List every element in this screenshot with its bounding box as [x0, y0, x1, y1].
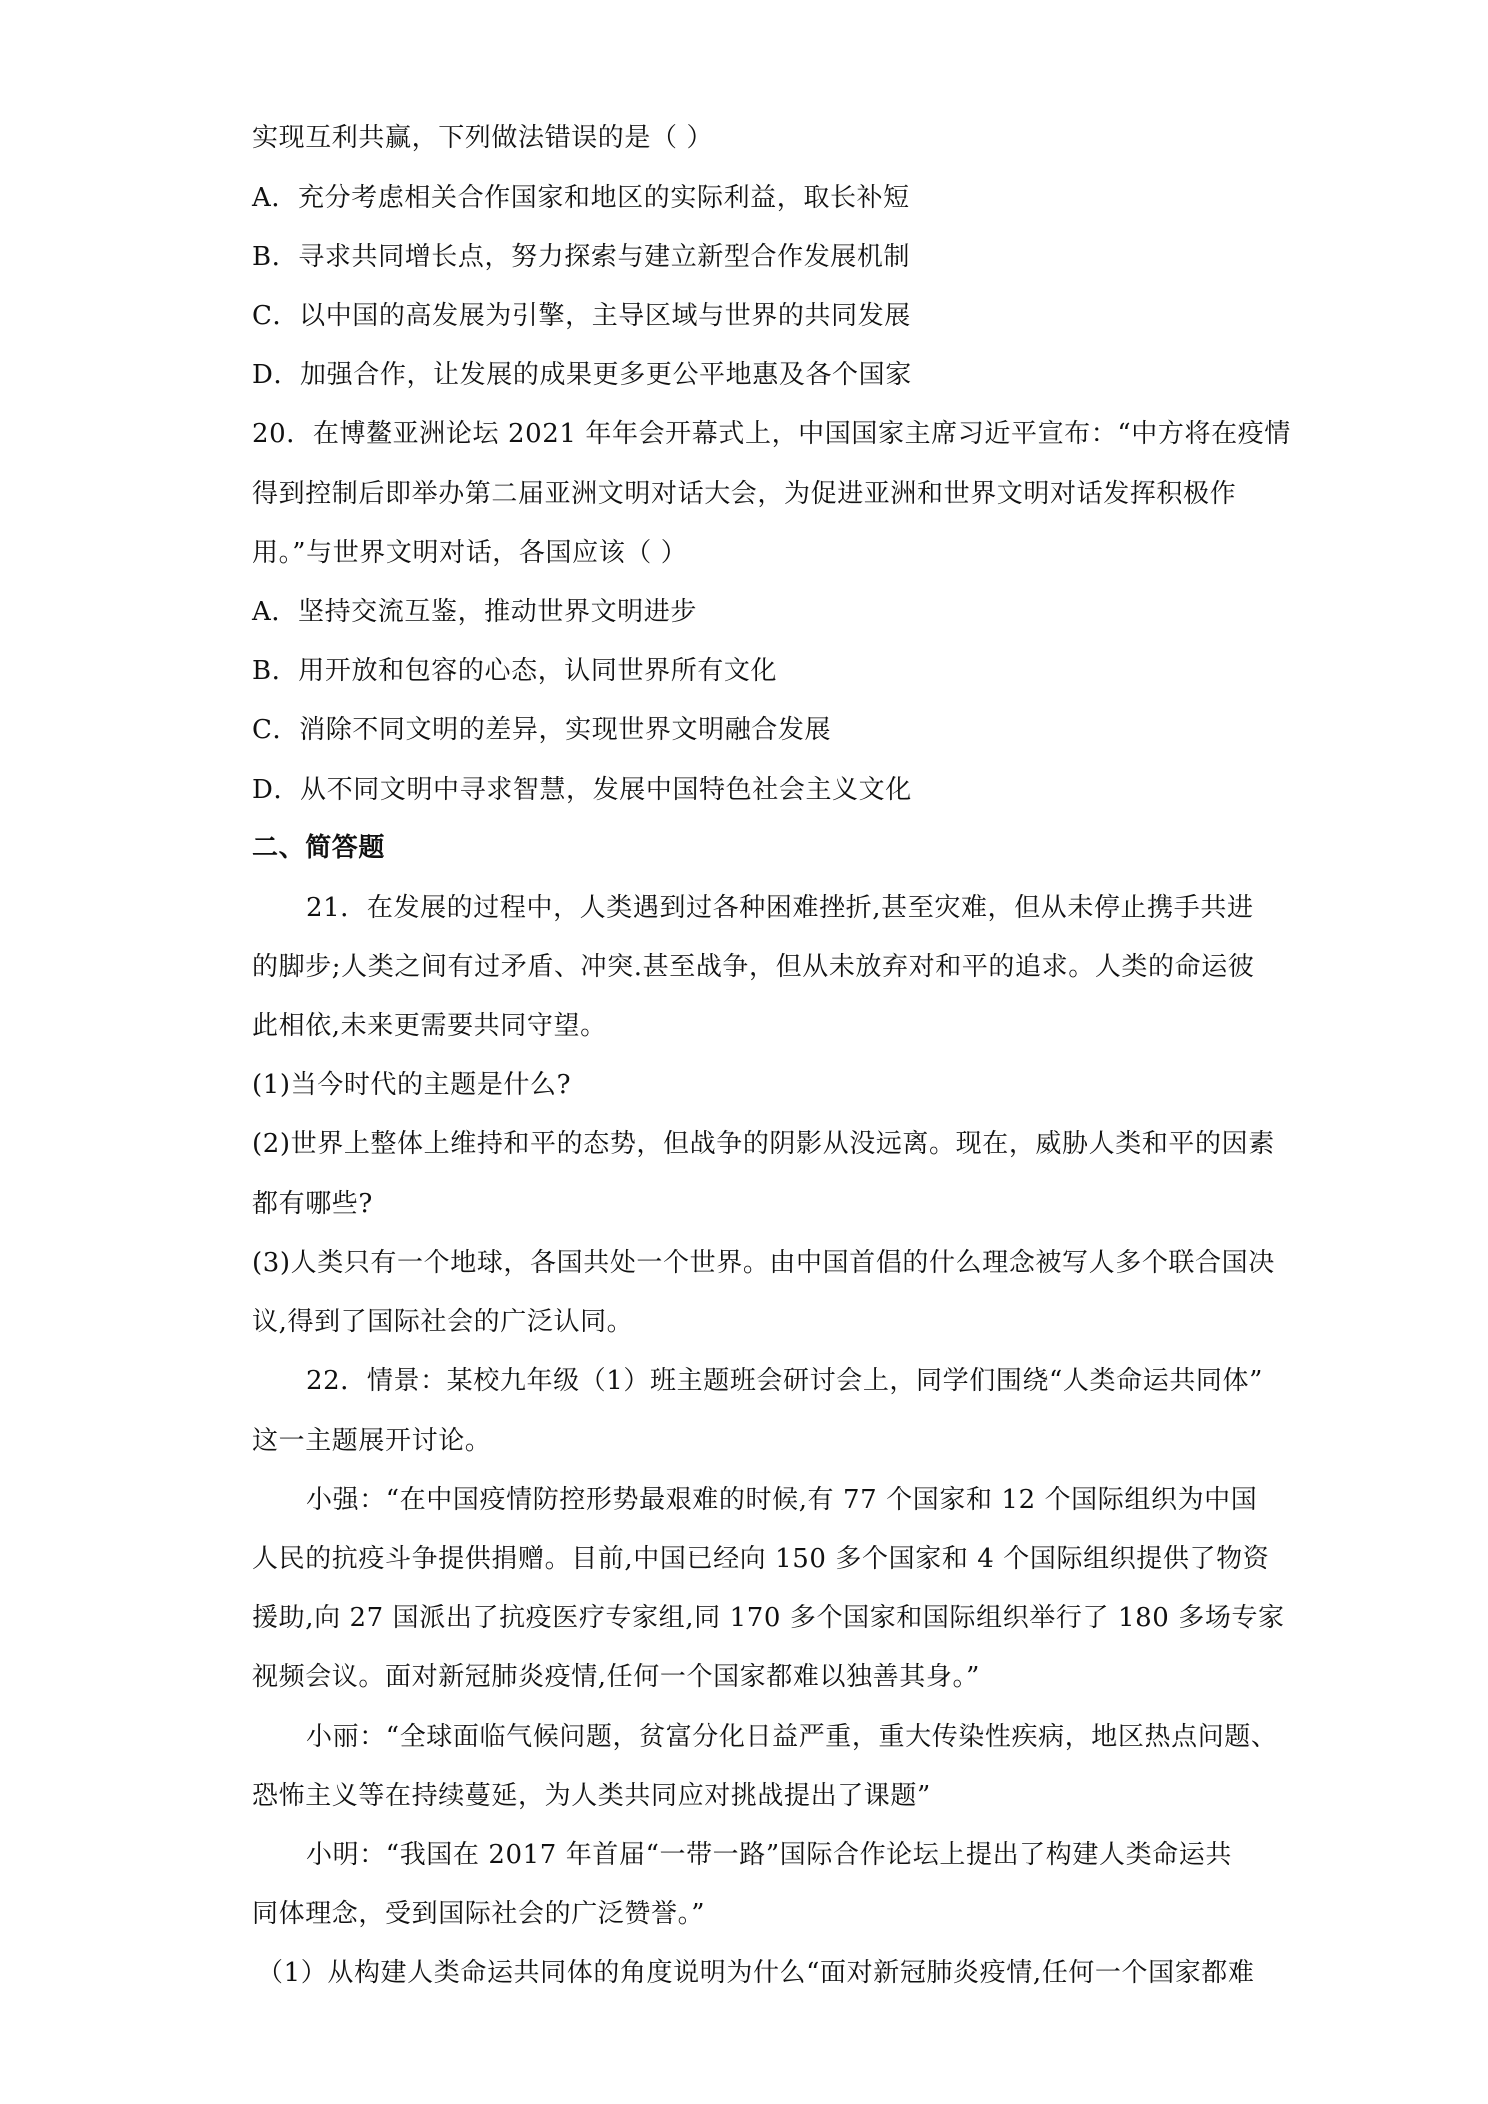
q22-stem-line-2: 这一主题展开讨论。	[252, 1426, 492, 1456]
q19-option-c: C．以中国的高发展为引擎，主导区域与世界的共同发展	[252, 301, 911, 331]
q20-stem-line-1: 20．在博鳌亚洲论坛 2021 年年会开幕式上，中国国家主席习近平宣布：“中方将在疫情	[252, 419, 1291, 449]
q21-sub-2-line-1: (2)世界上整体上维持和平的态势，但战争的阴影从没远离。现在，威胁人类和平的因素	[252, 1129, 1275, 1159]
q21-stem-line-1: 21．在发展的过程中，人类遇到过各种困难挫折,甚至灾难，但从未停止携手共进	[306, 893, 1254, 923]
section-heading: 二、简答题	[252, 833, 386, 863]
q21-sub-3-line-1: (3)人类只有一个地球，各国共处一个世界。由中国首倡的什么理念被写人多个联合国决	[252, 1248, 1275, 1278]
q21-sub-2-line-2: 都有哪些?	[252, 1189, 373, 1219]
q22-xiaoming-line-1: 小明：“我国在 2017 年首届“一带一路”国际合作论坛上提出了构建人类命运共	[306, 1840, 1232, 1870]
q22-xiaoli-line-2: 恐怖主义等在持续蔓延，为人类共同应对挑战提出了课题”	[252, 1781, 931, 1811]
q22-stem-line-1: 22．情景：某校九年级（1）班主题班会研讨会上，同学们围绕“人类命运共同体”	[306, 1366, 1264, 1396]
q22-xiaoqiang-line-4: 视频会议。面对新冠肺炎疫情,任何一个国家都难以独善其身。”	[252, 1662, 980, 1692]
q22-sub-1: （1）从构建人类命运共同体的角度说明为什么“面对新冠肺炎疫情,任何一个国家都难	[257, 1958, 1255, 1988]
q20-option-c: C．消除不同文明的差异，实现世界文明融合发展	[252, 715, 832, 745]
q19-option-a: A．充分考虑相关合作国家和地区的实际利益，取长补短	[252, 183, 910, 213]
q19-stem: 实现互利共赢，下列做法错误的是（ ）	[252, 123, 714, 153]
q22-xiaoqiang-line-2: 人民的抗疫斗争提供捐赠。目前,中国已经向 150 多个国家和 4 个国际组织提供了物资	[252, 1544, 1270, 1574]
q22-xiaoli-line-1: 小丽：“全球面临气候问题，贫富分化日益严重，重大传染性疾病，地区热点问题、	[306, 1722, 1278, 1752]
q20-option-a: A．坚持交流互鉴，推动世界文明进步	[252, 597, 697, 627]
q22-xiaoming-line-2: 同体理念，受到国际社会的广泛赞誉。”	[252, 1899, 706, 1929]
q20-option-d: D．从不同文明中寻求智慧，发展中国特色社会主义文化	[252, 775, 912, 805]
q20-stem-line-3: 用。”与世界文明对话，各国应该（ ）	[252, 538, 688, 568]
q22-xiaoqiang-line-1: 小强：“在中国疫情防控形势最艰难的时候,有 77 个国家和 12 个国际组织为中国	[306, 1485, 1258, 1515]
q21-sub-3-line-2: 议,得到了国际社会的广泛认同。	[252, 1307, 634, 1337]
q21-stem-line-2: 的脚步;人类之间有过矛盾、冲突.甚至战争，但从未放弃对和平的追求。人类的命运彼	[252, 952, 1255, 982]
q20-option-b: B．用开放和包容的心态，认同世界所有文化	[252, 656, 778, 686]
q22-xiaoqiang-line-3: 援助,向 27 国派出了抗疫医疗专家组,同 170 多个国家和国际组织举行了 180 多场专家	[252, 1603, 1285, 1633]
q21-sub-1: (1)当今时代的主题是什么?	[252, 1070, 572, 1100]
q19-option-b: B．寻求共同增长点，努力探索与建立新型合作发展机制	[252, 242, 911, 272]
q21-stem-line-3: 此相依,未来更需要共同守望。	[252, 1011, 607, 1041]
q20-stem-line-2: 得到控制后即举办第二届亚洲文明对话大会，为促进亚洲和世界文明对话发挥积极作	[252, 479, 1237, 509]
q19-option-d: D．加强合作，让发展的成果更多更公平地惠及各个国家	[252, 360, 912, 390]
